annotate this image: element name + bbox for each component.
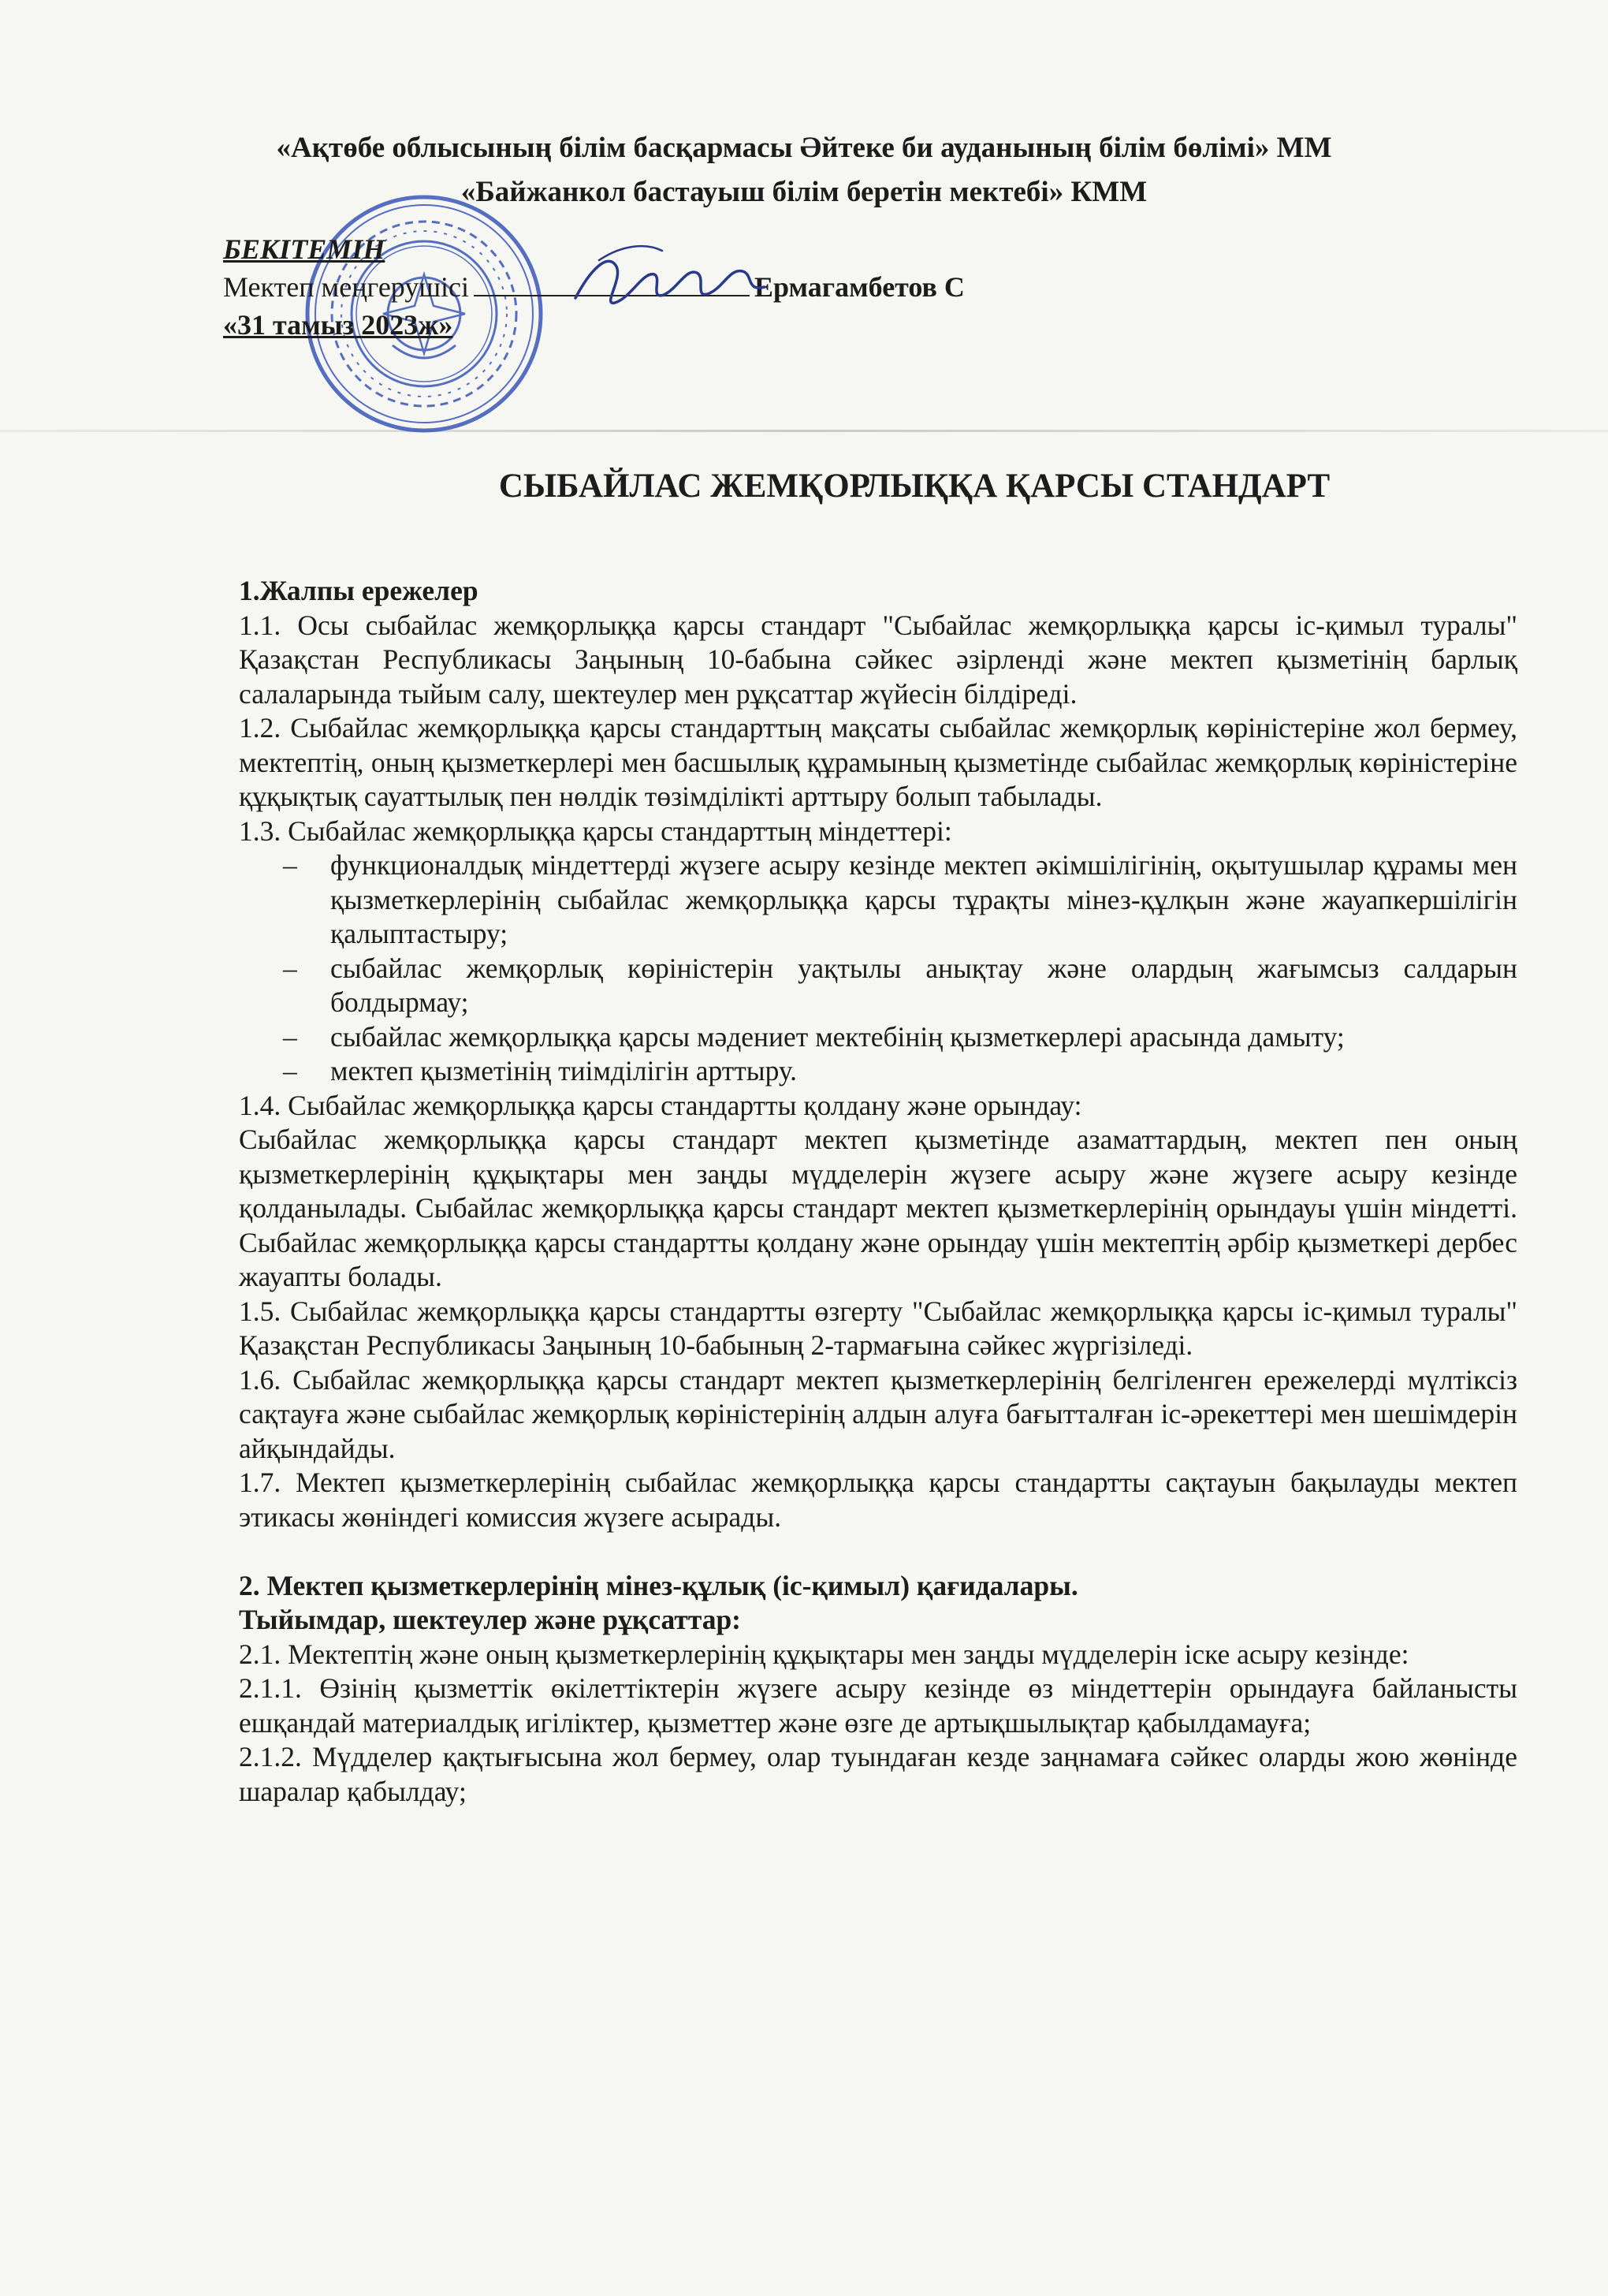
paragraph-1-3: 1.3. Сыбайлас жемқорлыққа қарсы стандарттың міндеттері: bbox=[239, 814, 952, 847]
header-line-school: «Байжанкол бастауыш білім беретін мектебі» КММ bbox=[460, 176, 1148, 208]
director-name: Ермагамбетов С bbox=[754, 271, 965, 303]
header-line-department: «Ақтөбе облысының білім басқармасы Әйтеке би ауданының білім бөлімі» ММ bbox=[276, 132, 1332, 164]
paragraph-2-1: 2.1. Мектептің және оның қызметкерлерінің құқықтары мен заңды мүдделерін іске асыру кезінде: bbox=[239, 1638, 1409, 1670]
tasks-list bbox=[239, 848, 1517, 1089]
approval-title: БЕКІТЕМІН bbox=[223, 233, 385, 265]
list-item bbox=[283, 848, 1517, 952]
section2-subheading: Тыйымдар, шектеулер және рұқсаттар: bbox=[239, 1604, 742, 1635]
section1-heading: 1.Жалпы ережелер bbox=[239, 575, 478, 606]
dash-marker: – bbox=[283, 952, 297, 984]
paragraph-1-1: 1.1. Осы сыбайлас жемқорлыққа қарсы стандарт "Сыбайлас жемқорлыққа қарсы іс-қимыл туралы" Қазақстан Республикасы Заңының 10-бабына сәйкес әзірленді және мектеп қызметінің барлық салаларында тыйым салу, шектеулер мен рұқсаттар жүйесін білдіреді. bbox=[239, 609, 1517, 710]
paragraph-1-4: 1.4. Сыбайлас жемқорлыққа қарсы стандартты қолдану және орындау: bbox=[239, 1089, 1082, 1121]
paragraph-1-5: 1.5. Сыбайлас жемқорлыққа қарсы стандартты өзгерту "Сыбайлас жемқорлыққа қарсы іс-қимыл туралы" Қазақстан Республикасы Заңының 10-бабының 2-тармағына сәйкес жүргізіледі. bbox=[239, 1295, 1517, 1361]
list-item bbox=[283, 952, 1517, 1020]
list-item-text: функционалдық міндеттерді жүзеге асыру кезінде мектеп әкімшілігінің, оқытушылар құрамы мен қызметкерлерінің сыбайлас жемқорлыққа қарсы тұрақты мінез-құлқын және жауапкершілігін қалыптастыру; bbox=[330, 849, 1517, 949]
document-title: СЫБАЙЛАС ЖЕМҚОРЛЫҚҚА ҚАРСЫ СТАНДАРТ bbox=[498, 468, 1331, 505]
paragraph-2-1-1: 2.1.1. Өзінің қызметтік өкілеттіктерін жүзеге асыру кезінде өз міндеттерін орындауға байланысты ешқандай материалдық игіліктер, қызметтер және өзге де артықшылықтар қабылдамауға; bbox=[239, 1672, 1517, 1739]
paragraph-1-2: 1.2. Сыбайлас жемқорлыққа қарсы стандарттың мақсаты сыбайлас жемқорлық көріністеріне жол бермеу, мектептің, оның қызметкерлері мен басшылық құрамының қызметінде сыбайлас жемқорлық көріністеріне құқықтық сауаттылық пен нөлдік төзімділікті арттыру болып табылады. bbox=[239, 712, 1517, 812]
paragraph-1-4-text: Сыбайлас жемқорлыққа қарсы стандарт мектеп қызметінде азаматтардың, мектеп пен оның қызметкерлерінің құқықтары мен заңды мүдделерін жүзеге асыру және жүзеге асыру кезінде қолданылады. Сыбайлас жемқорлыққа қарсы стандарт мектеп қызметкерлерінің орындауы үшін міндетті. Сыбайлас жемқорлыққа қарсы стандартты қолдану және орындау үшін мектептің әрбір қызметкері дербес жауапты болады. bbox=[239, 1124, 1517, 1292]
paragraph-2-1-2: 2.1.2. Мүдделер қақтығысына жол бермеу, олар туындаған кезде заңнамаға сәйкес оларды жою жөнінде шаралар қабылдау; bbox=[239, 1741, 1517, 1807]
dash-marker: – bbox=[283, 1020, 297, 1053]
list-item-text: сыбайлас жемқорлық көріністерін уақтылы анықтау және олардың жағымсыз салдарын болдырмау; bbox=[330, 952, 1517, 1018]
list-item-text: сыбайлас жемқорлыққа қарсы мәдениет мектебінің қызметкерлері арасында дамыту; bbox=[330, 1020, 1345, 1053]
list-item-text: мектеп қызметінің тиімділігін арттыру. bbox=[330, 1055, 798, 1086]
paper-fold-line bbox=[0, 430, 1608, 432]
document-body bbox=[239, 574, 1517, 1809]
dash-marker: – bbox=[283, 849, 297, 881]
list-item bbox=[283, 1020, 1517, 1055]
paragraph-1-7: 1.7. Мектеп қызметкерлерінің сыбайлас жемқорлыққа қарсы стандартты сақтауын бақылауды мектеп этикасы жөніндегі комиссия жүзеге асырады. bbox=[239, 1467, 1517, 1533]
section2-heading: 2. Мектеп қызметкерлерінің мінез-құлық (іс-қимыл) қағидалары. bbox=[239, 1569, 1078, 1601]
section-spacer bbox=[239, 1534, 1517, 1569]
organization-header bbox=[0, 126, 1608, 214]
list-item bbox=[283, 1054, 1517, 1089]
handwritten-signature bbox=[568, 237, 772, 323]
dash-marker: – bbox=[283, 1055, 297, 1086]
paragraph-1-6: 1.6. Сыбайлас жемқорлыққа қарсы стандарт мектеп қызметкерлерінің белгіленген ережелерді мүлтіксіз сақтауға және сыбайлас жемқорлық көріністерінің алдын алуға бағытталған іс-әрекеттері мен шешімдерін айқындайды. bbox=[239, 1363, 1517, 1464]
approver-position: Мектеп меңгерушісі bbox=[223, 271, 470, 303]
approval-date: «31 тамыз 2023ж» bbox=[223, 309, 453, 341]
